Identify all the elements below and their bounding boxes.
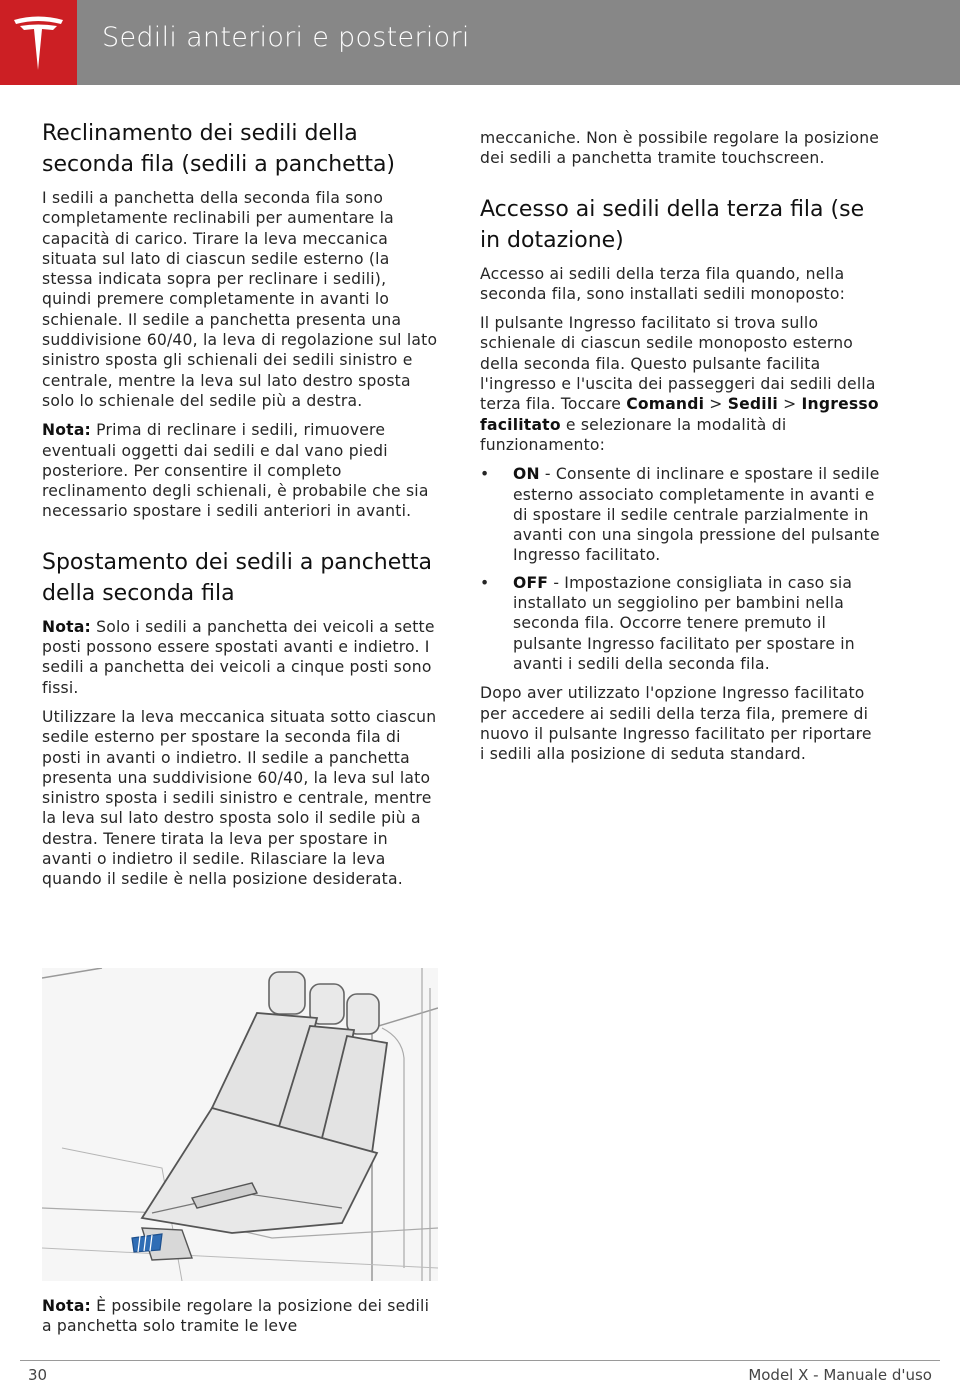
text: e selezionare la modalità di funzionamento: xyxy=(480,415,787,454)
text: Il pulsante Ingresso facilitato si trova sullo schienale di ciascun sedile monoposto esterno della seconda fila. Questo pulsante facilita l'ingresso e l'uscita dei passeggeri dai sedili della terza fila. Toccare xyxy=(480,314,876,414)
document-title: Model X - Manuale d'uso xyxy=(748,1366,932,1384)
section-heading-third-row: Accesso ai sedili della terza fila (se in dotazione) xyxy=(480,196,865,253)
page-number: 30 xyxy=(28,1366,48,1384)
paragraph xyxy=(480,313,880,455)
paragraph: Dopo aver utilizzato l'opzione Ingresso facilitato per accedere ai sedili della terza fila, premere di nuovo il pulsante Ingresso facilitato per riportare i sedili alla posizione di seduta standard. xyxy=(480,684,872,764)
page-header xyxy=(0,0,960,85)
paragraph: Accesso ai sedili della terza fila quando, nella seconda fila, sono installati sedili monoposto: xyxy=(480,264,846,303)
separator: > xyxy=(704,395,728,414)
bench-seat-illustration xyxy=(42,968,438,1281)
note-label: Nota: xyxy=(42,421,91,440)
list-item-on xyxy=(480,464,880,565)
section-heading-reclining: Reclinamento dei sedili della seconda fila (sedili a panchetta) xyxy=(42,121,396,177)
paragraph-continuation: meccaniche. Non è possibile regolare la posizione dei sedili a panchetta tramite touchscreen. xyxy=(480,129,880,168)
left-column xyxy=(42,118,438,899)
bullet: • xyxy=(480,465,490,484)
mode-list xyxy=(480,464,880,674)
tesla-t-icon xyxy=(12,14,65,72)
note-text: Prima di reclinare i sedili, rimuovere eventuali oggetti dai sedili e dal vano piedi posteriore. Per consentire il completo reclinamento degli schienali, è probabile che sia necessario spostare i sedili anteriori in avanti. xyxy=(42,421,429,521)
menu-ingresso-facilitato: Ingresso facilitato xyxy=(480,395,879,434)
paragraph: Utilizzare la leva meccanica situata sotto ciascun sedile esterno per spostare la seconda fila di posti in avanti o indietro. Il sedile a panchetta presenta una suddivisione 60/40, la leva sul lato sinistro sposta i sedili sinistro e centrale, mentre la leva sul lato destro sposta solo il sedile più a destra. Tenere tirata la leva per spostare in avanti o indietro il sedile. Rilasciare la leva quando il sedile è nella posizione desiderata. xyxy=(42,707,437,889)
note-label: Nota: xyxy=(42,1297,91,1315)
footer-divider xyxy=(20,1360,940,1361)
note-label: Nota: xyxy=(42,617,91,636)
tesla-logo xyxy=(0,0,77,85)
list-item-off xyxy=(480,573,880,674)
seat-illustration xyxy=(42,968,438,1281)
menu-sedili: Sedili xyxy=(727,395,778,414)
mode-label: OFF xyxy=(513,573,549,592)
mode-text: - Consente di inclinare e spostare il sedile esterno associato completamente in avanti e di spostare il sedile centrale parzialmente in avanti con una singola pressione del pulsante Ingresso facilitato. xyxy=(513,465,880,565)
note-text: Solo i sedili a panchetta dei veicoli a sette posti possono essere spostati avanti e indietro. I sedili a panchetta dei veicoli a cinque posti sono fissi. xyxy=(42,617,435,697)
separator: > xyxy=(777,395,802,414)
note xyxy=(42,420,438,521)
figure-note xyxy=(42,1296,438,1346)
section-heading-moving: Spostamento dei sedili a panchetta della seconda fila xyxy=(42,549,433,606)
note xyxy=(42,617,438,698)
bullet: • xyxy=(480,573,490,592)
paragraph: I sedili a panchetta della seconda fila sono completamente reclinabili per aumentare la capacità di carico. Tirare la leva meccanica situata sul lato di ciascun sedile esterno (la stessa indicata sopra per reclinare i sedili), quindi premere completamente in avanti lo schienale. Il sedile a panchetta presenta una suddivisione 60/40, la leva di regolazione sul lato sinistro sposta gli schienali dei sedili sinistro e centrale, mentre la leva sul lato destro sposta solo lo schienale del sedile più a destra. xyxy=(42,189,438,410)
mode-text: - Impostazione consigliata in caso sia installato un seggiolino per bambini nella seconda fila. Occorre tenere premuto il pulsante Ingresso facilitato per spostare in avanti i sedili della seconda fila. xyxy=(513,573,855,673)
note-text: È possibile regolare la posizione dei sedili a panchetta solo tramite le leve xyxy=(42,1297,430,1336)
mode-label: ON xyxy=(513,465,540,484)
page-title: Sedili anteriori e posteriori xyxy=(102,22,470,53)
right-column xyxy=(480,128,880,773)
note xyxy=(42,1296,438,1337)
menu-comandi: Comandi xyxy=(626,395,705,414)
